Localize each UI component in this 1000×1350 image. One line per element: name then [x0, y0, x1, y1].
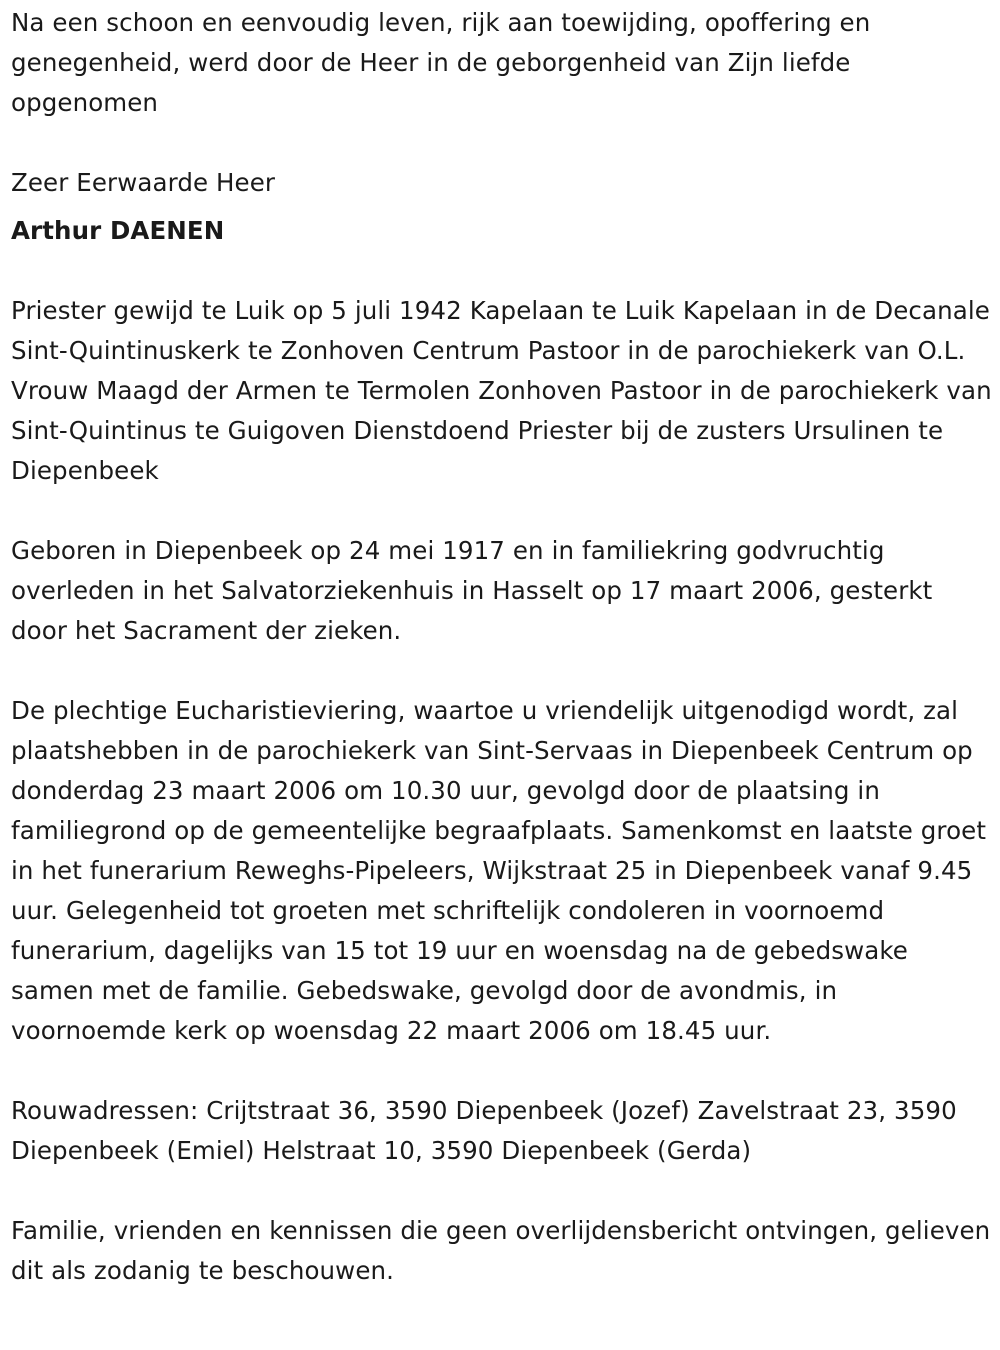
intro-paragraph: Na een schoon en eenvoudig leven, rijk aan toewijding, opoffering en genegenheid, werd door de Heer in de geborgenheid van Zijn liefde opgenomen: [11, 8, 871, 117]
spacer: [11, 123, 992, 163]
career-paragraph: Priester gewijd te Luik op 5 juli 1942 Kapelaan te Luik Kapelaan in de Decanale Sint-Quintinuskerk te Zonhoven Centrum Pastoor in de parochiekerk van O.L. Vrouw Maagd der Armen te Termolen Zonhoven Pastoor in de parochiekerk van Sint-Quintinus te Guigoven Dienstdoend Priester bij de zusters Ursulinen te Diepenbeek: [11, 296, 992, 485]
spacer: [11, 1171, 992, 1211]
ceremony-paragraph: De plechtige Eucharistieviering, waartoe u vriendelijk uitgenodigd wordt, zal plaatshebben in de parochiekerk van Sint-Servaas in Diepenbeek Centrum op donderdag 23 maart 2006 om 10.30 uur, gevolgd door de plaatsing in familiegrond op de gemeentelijke begraafplaats. Samenkomst en laatste groet in het funerarium Reweghs-Pipeleers, Wijkstraat 25 in Diepenbeek vanaf 9.45 uur. Gelegenheid tot groeten met schriftelijk condoleren in voornoemd funerarium, dagelijks van 15 tot 19 uur en woensdag na de gebedswake samen met de familie. Gebedswake, gevolgd door de avondmis, in voornoemde kerk op woensdag 22 maart 2006 om 18.45 uur.: [11, 696, 987, 1045]
deceased-name: Arthur DAENEN: [11, 216, 225, 245]
salutation: Zeer Eerwaarde Heer: [11, 168, 276, 197]
spacer: [11, 1051, 992, 1091]
spacer: [11, 651, 992, 691]
birth-death-paragraph: Geboren in Diepenbeek op 24 mei 1917 en in familiekring godvruchtig overleden in het Salvatorziekenhuis in Hasselt op 17 maart 2006, gesterkt door het Sacrament der zieken.: [11, 536, 933, 645]
spacer: [11, 251, 992, 291]
addresses-paragraph: Rouwadressen: Crijtstraat 36, 3590 Diepenbeek (Jozef) Zavelstraat 23, 3590 Diepenbeek (Emiel) Helstraat 10, 3590 Diepenbeek (Gerda): [11, 1096, 957, 1165]
closing-paragraph: Familie, vrienden en kennissen die geen overlijdensbericht ontvingen, gelieven dit als zodanig te beschouwen.: [11, 1216, 991, 1285]
spacer: [11, 491, 992, 531]
